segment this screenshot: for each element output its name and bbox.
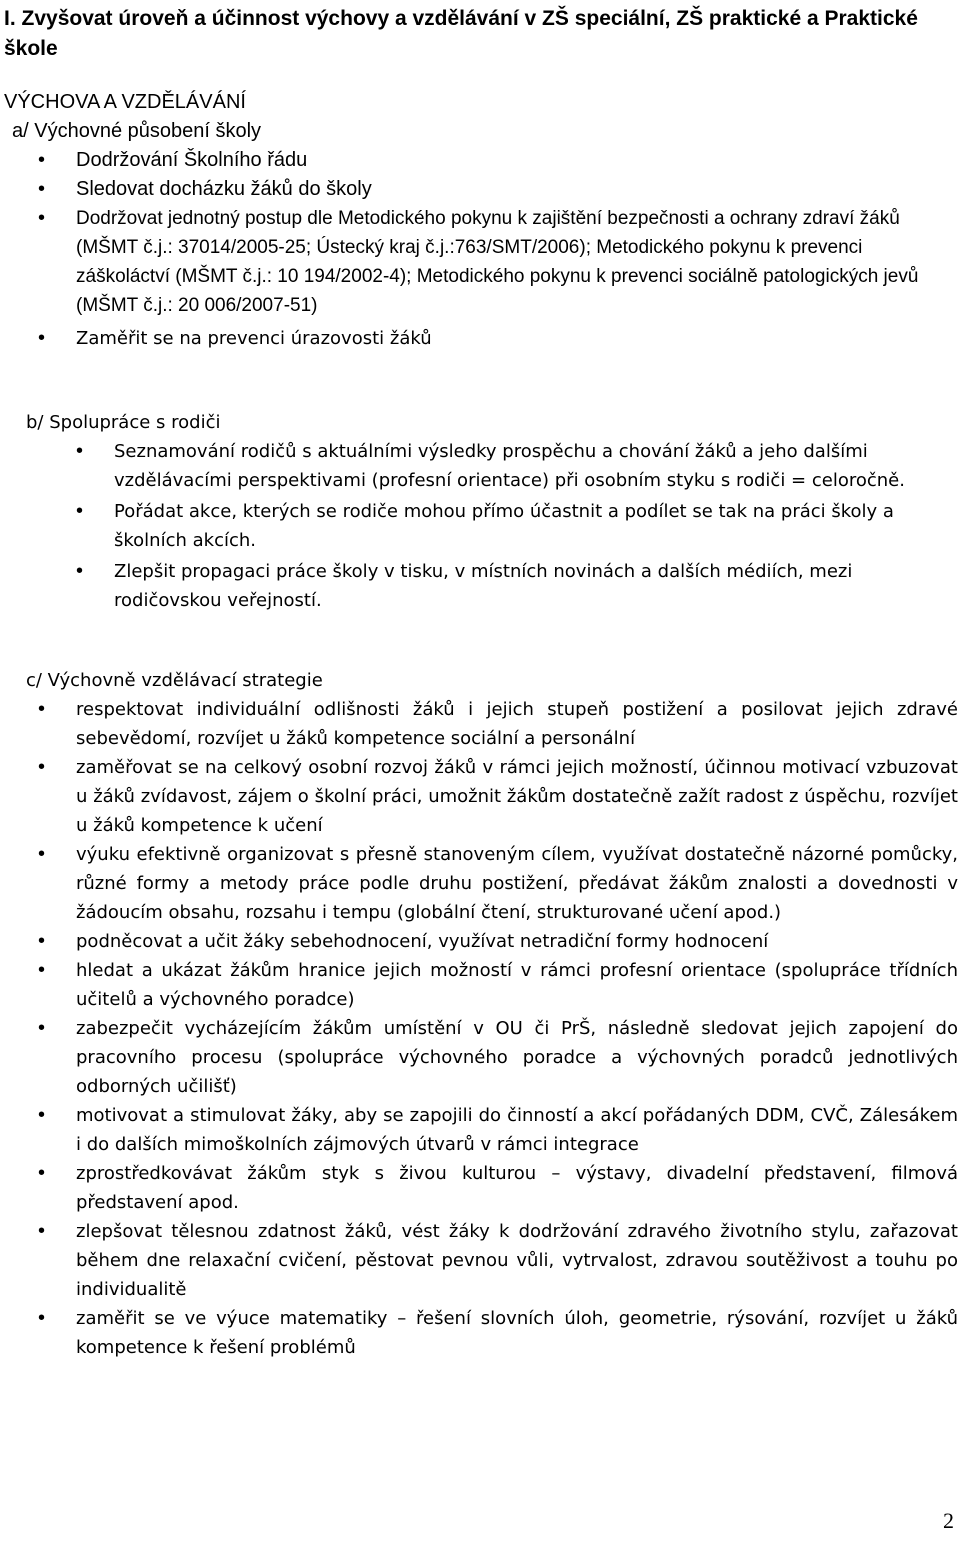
section-b-heading: b/ Spolupráce s rodiči xyxy=(26,412,221,433)
list-item: • Dodržovat jednotný postup dle Metodického pokynu k zajištění bezpečnosti a ochrany zdraví žáků (MŠMT č.j.: 37014/2005-25; Ústecký kraj č.j.:763/SMT/2006); Metodického pokynu k prevenci záškoláctví (MŠMT č.j.: 10 194/2002-4); Metodického pokynu k prevenci sociálně patologických jevů (MŠMT č.j.: 20 006/2007-51) xyxy=(76,204,926,320)
list-item: • Sledovat docházku žáků do školy xyxy=(76,175,946,204)
bullet-icon: • xyxy=(38,327,46,349)
section-a-heading: a/ Výchovné působení školy xyxy=(12,120,262,142)
list-item: • zaměřit se ve výuce matematiky – řešení slovních úloh, geometrie, rýsování, rozvíjet u žáků kompetence k řešení problémů xyxy=(76,1304,958,1362)
bullet-icon: • xyxy=(38,1104,46,1126)
section-heading: VÝCHOVA A VZDĚLÁVÁNÍ xyxy=(4,91,246,113)
list-item: • zlepšovat tělesnou zdatnost žáků, vést žáky k dodržování zdravého životního stylu, zařazovat během dne relaxační cvičení, pěstovat pevnou vůli, vytrvalost, zdravou soutěživost a touhu po individualitě xyxy=(76,1217,958,1304)
list-item: • respektovat individuální odlišnosti žáků i jejich stupeň postižení a posilovat jejich zdravé sebevědomí, rozvíjet u žáků kompetence sociální a personální xyxy=(76,695,958,753)
list-item: • motivovat a stimulovat žáky, aby se zapojili do činností a akcí pořádaných DDM, CVČ, Zálesákem i do dalších mimoškolních zájmových útvarů v rámci integrace xyxy=(76,1101,958,1159)
list-item: • Seznamování rodičů s aktuálními výsledky prospěchu a chování žáků a jeho dalšími vzdělávacími perspektivami (profesní orientace) při osobním styku s rodiči = celoročně. xyxy=(114,437,949,495)
bullet-icon: • xyxy=(76,560,84,582)
bullet-icon: • xyxy=(76,440,84,462)
bullet-icon: • xyxy=(76,500,84,522)
list-item: • hledat a ukázat žákům hranice jejich možností v rámci profesní orientace (spolupráce třídních učitelů a výchovného poradce) xyxy=(76,956,958,1014)
list-item: • Zaměřit se na prevenci úrazovosti žáků xyxy=(76,324,946,353)
list-item: • podněcovat a učit žáky sebehodnocení, využívat netradiční formy hodnocení xyxy=(76,927,958,956)
list-item: • výuku efektivně organizovat s přesně stanoveným cílem, využívat dostatečně názorné pomůcky, různé formy a metody práce podle druhu postižení, předávat žákům znalosti a dovednosti v žádoucím obsahu, rozsahu i tempu (globální čtení, strukturované učení apod.) xyxy=(76,840,958,927)
bullet-icon: • xyxy=(38,178,46,200)
bullet-icon: • xyxy=(38,1162,46,1184)
bullet-icon: • xyxy=(38,1017,46,1039)
bullet-icon: • xyxy=(38,698,46,720)
list-item: • zaměřovat se na celkový osobní rozvoj žáků v rámci jejich možností, účinnou motivací vzbuzovat u žáků zvídavost, zájem o školní práci, umožnit žákům dostatečně zažít radost z úspěchu, rozvíjet u žáků kompetence k učení xyxy=(76,753,958,840)
section-c-heading: c/ Výchovně vzdělávací strategie xyxy=(26,670,323,691)
section-b-list xyxy=(76,437,949,615)
document-title: I. Zvyšovat úroveň a účinnost výchovy a vzdělávání v ZŠ speciální, ZŠ praktické a Praktické škole xyxy=(4,7,918,60)
bullet-icon: • xyxy=(38,207,46,229)
list-item: • Pořádat akce, kterých se rodiče mohou přímo účastnit a podílet se tak na práci školy a školních akcích. xyxy=(114,497,949,555)
bullet-icon: • xyxy=(38,843,46,865)
bullet-icon: • xyxy=(38,959,46,981)
bullet-icon: • xyxy=(38,1220,46,1242)
list-item: • zprostředkovávat žákům styk s živou kulturou – výstavy, divadelní představení, filmová představení apod. xyxy=(76,1159,958,1217)
section-a-list xyxy=(38,146,946,353)
bullet-icon: • xyxy=(38,1307,46,1329)
bullet-icon: • xyxy=(38,149,46,171)
section-c-list xyxy=(38,695,958,1362)
page-number: 2 xyxy=(943,1508,954,1533)
bullet-icon: • xyxy=(38,930,46,952)
list-item: • zabezpečit vycházejícím žákům umístění v OU či PrŠ, následně sledovat jejich zapojení do pracovního procesu (spolupráce výchovného poradce a výchovných poradců jednotlivých odborných učilišť) xyxy=(76,1014,958,1101)
bullet-icon: • xyxy=(38,756,46,778)
list-item: • Zlepšit propagaci práce školy v tisku, v místních novinách a dalších médiích, mezi rodičovskou veřejností. xyxy=(114,557,949,615)
list-item: • Dodržování Školního řádu xyxy=(76,146,946,175)
